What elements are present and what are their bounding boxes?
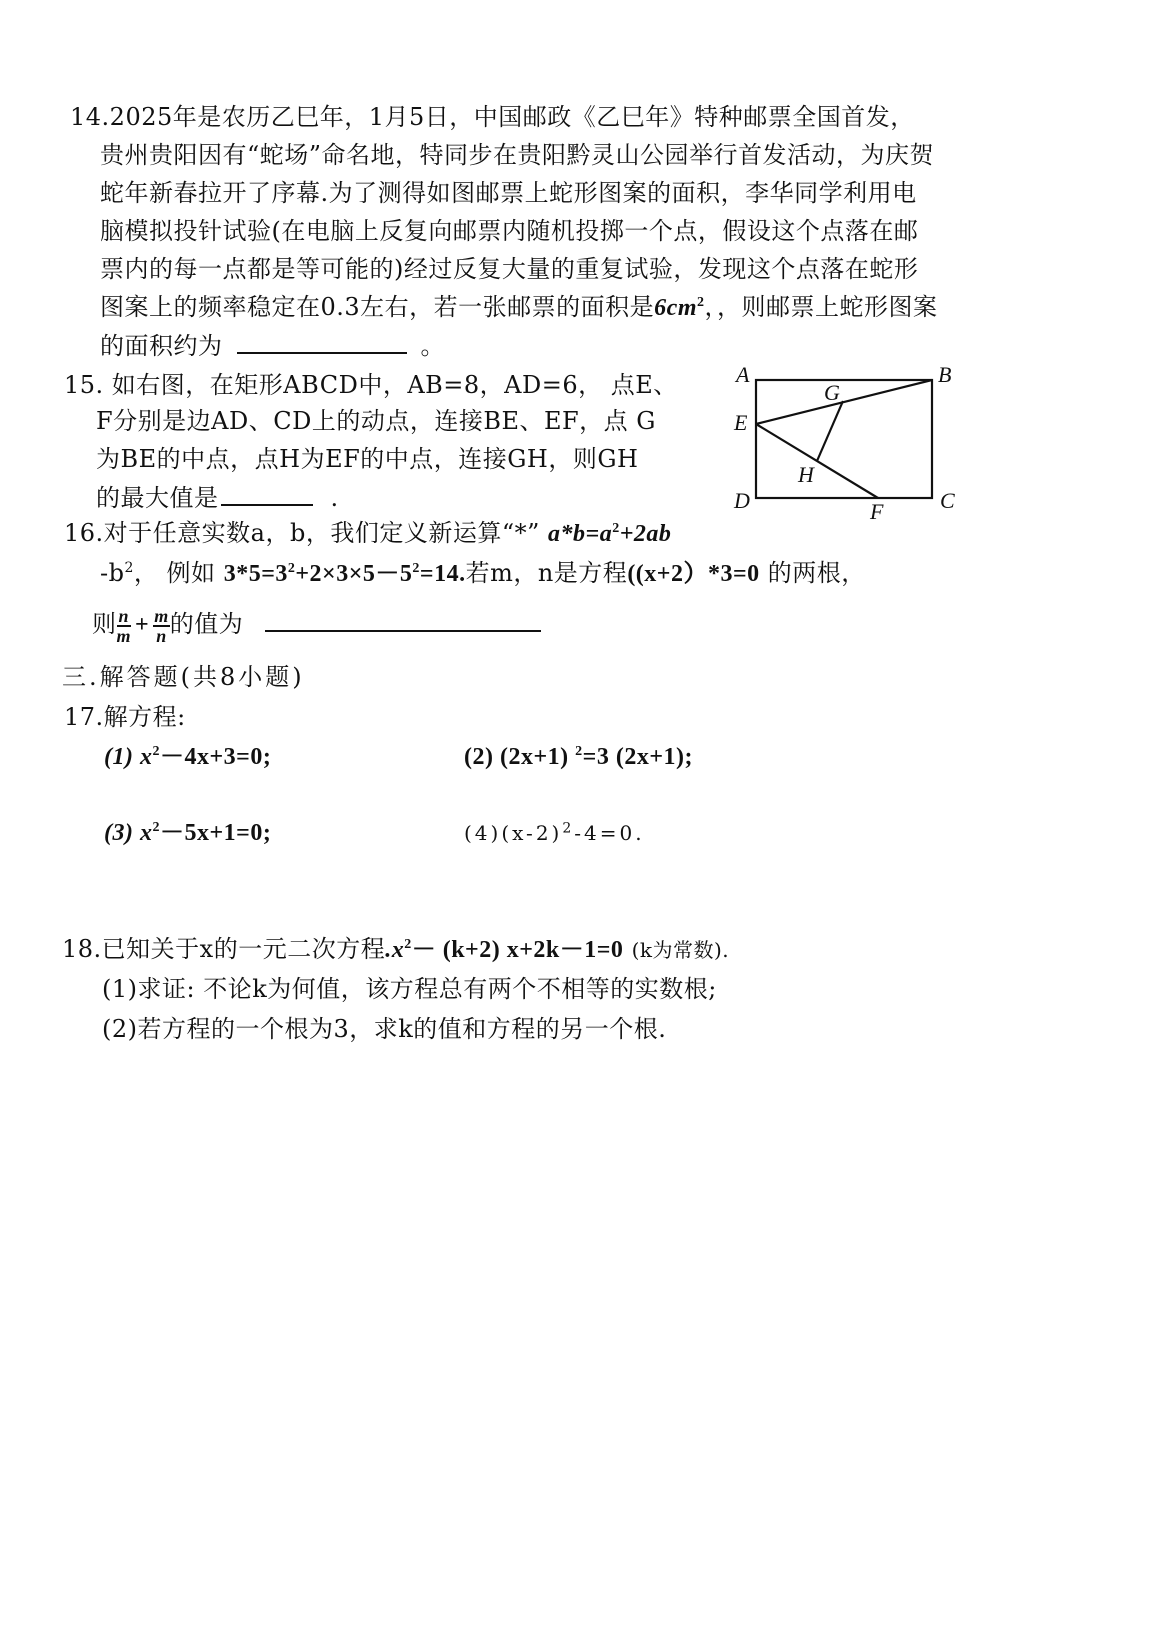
label-a: A [736, 362, 750, 387]
q14-line-4: 脑模拟投针试验(在电脑上反复向邮票内随机投掷一个点，假设这个点落在邮 [100, 217, 919, 245]
label-e: E [734, 410, 748, 435]
q16-line-3: 则 $\frac{n}{m}$ + $\frac{m}{n}$ 的值为 [92, 604, 541, 645]
q18-line-2: (1)求证: 不论k为何值，该方程总有两个不相等的实数根; [102, 975, 717, 1003]
q17-title: 17.解方程: [64, 703, 186, 731]
label-h: H [798, 462, 814, 487]
label-d: D [734, 488, 750, 513]
fraction-n-over-m: $\frac{n}{m}$ [116, 605, 132, 646]
q14-line-7: 的面积约为 。 [100, 332, 445, 360]
q14-line-1: 14.2025年是农历乙巳年，1月5日，中国邮政《乙巳年》特种邮票全国首发， [70, 103, 915, 131]
q17-part-3: (3) $x^2-5x+1=0$; [104, 820, 272, 846]
q14-line-3: 蛇年新春拉开了序幕.为了测得如图邮票上蛇形图案的面积，李华同学利用电 [100, 179, 917, 207]
q15-line-4: 的最大值是 . [96, 484, 339, 512]
q18-line-3: (2)若方程的一个根为3，求k的值和方程的另一个根. [102, 1015, 667, 1043]
q17-part-2: (2) (2x+1) $^2$=3 (2x+1); [464, 744, 693, 770]
section-3-heading: 三.解答题(共8小题) [62, 663, 305, 691]
rectangle-abcd-figure [726, 356, 976, 526]
q15-line-3: 为BE的中点，点H为EF的中点，连接GH，则GH [96, 445, 639, 473]
q18-line-1: 18.已知关于x的一元二次方程$.x^2- (k+2)$ x+2k－1=0 (k为常数). [62, 935, 730, 963]
q15-line-1: 15. 如右图，在矩形ABCD中，AB=8，AD=6， 点E、 [64, 371, 678, 399]
q17-part-1: (1) $x^2-4x+3=0$; [104, 744, 272, 770]
label-f: F [870, 499, 884, 524]
q16-line-1: 16.对于任意实数a，b，我们定义新运算“*” $a*b=a^2+2ab$ [64, 519, 672, 547]
segment-gh [817, 401, 843, 461]
label-g: G [824, 380, 840, 405]
segment-be [756, 380, 932, 424]
answer-blank-15[interactable] [221, 482, 313, 506]
q15-line-2: F分别是边AD、CD上的动点，连接BE、EF，点 G [96, 407, 656, 435]
answer-blank-16[interactable] [265, 608, 541, 632]
q16-line-2: $-b^2$， 例如 $3*5=3^2+2\times 3\times 5-5^2=14$.若m，n是方程((x+2）*3=0 的两根， [100, 559, 866, 587]
q14-line-5: 票内的每一点都是等可能的)经过反复大量的重复试验，发现这个点落在蛇形 [100, 255, 919, 283]
answer-blank-14[interactable] [237, 330, 407, 354]
q14-line-6: 图案上的频率稳定在0.3左右，若一张邮票的面积是$6cm^2$，，则邮票上蛇形图案 [100, 293, 938, 321]
label-c: C [940, 488, 955, 513]
label-b: B [938, 362, 952, 387]
fraction-m-over-n: $\frac{m}{n}$ [154, 605, 169, 646]
q17-part-4: $(4)(x-2)^2-4=0$. [464, 820, 645, 845]
q14-line-2: 贵州贵阳因有“蛇场”命名地，特同步在贵阳黔灵山公园举行首发活动，为庆贺 [100, 141, 935, 169]
